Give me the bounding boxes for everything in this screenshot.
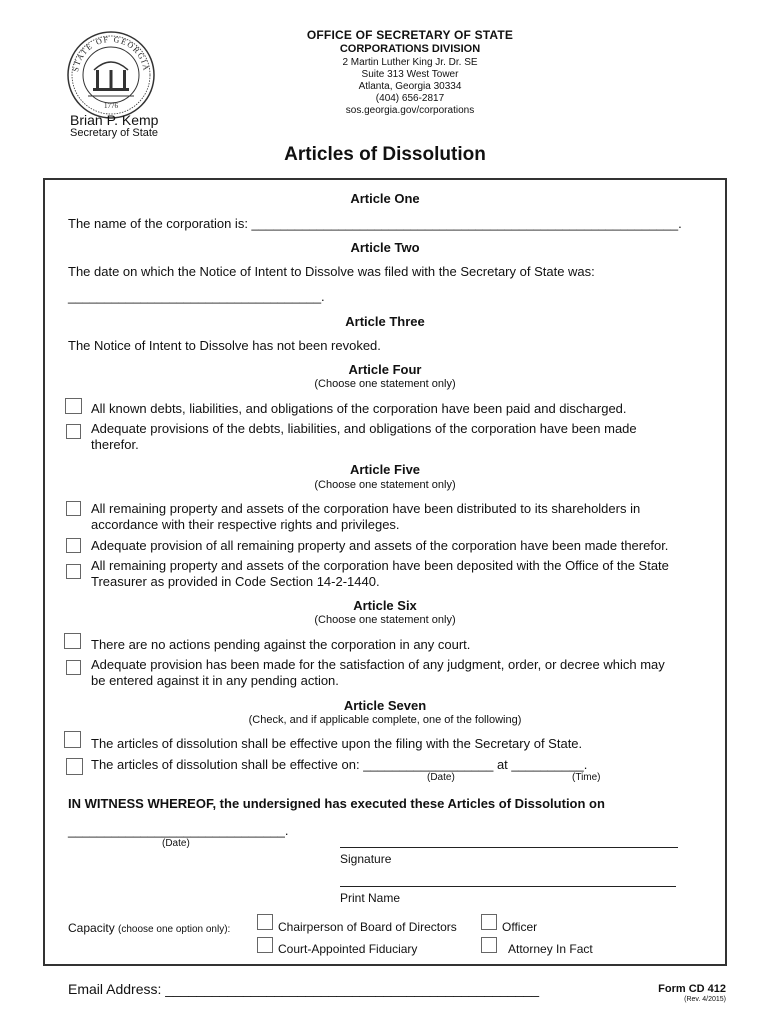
effective-date-time-field[interactable]: The articles of dissolution shall be effective on: __________________ at __________. [91,757,588,772]
article-four-option-1-checkbox[interactable] [65,398,82,414]
capacity-chairperson-checkbox[interactable] [257,914,273,930]
phone-number: (404) 656-2817 [375,93,445,104]
article-one-heading: Article One [350,191,420,206]
article-six-option-2-label: Adequate provision has been made for the satisfaction of any judgment, order, or decree which may [91,657,665,672]
address-line-3: Atlanta, Georgia 30334 [358,81,462,92]
article-five-option-3-checkbox[interactable] [66,564,81,579]
form-revision: (Rev. 4/2015) [684,996,726,1003]
article-five-note: (Choose one statement only) [314,479,456,491]
signer-title: Secretary of State [70,127,159,139]
corporation-name-field[interactable]: The name of the corporation is: ___________________________________________________________. [68,216,682,231]
article-seven-heading: Article Seven [343,698,427,713]
email-address-field[interactable]: Email Address: ________________________________________________ [68,981,539,997]
article-seven-option-1-checkbox[interactable] [64,731,81,748]
execution-date-label: (Date) [162,838,190,849]
article-three-heading: Article Three [345,314,425,329]
capacity-label [68,920,230,938]
article-two-text: The date on which the Notice of Intent to Dissolve was filed with the Secretary of State was: [68,264,595,279]
witness-statement: IN WITNESS WHEREOF, the undersigned has executed these Articles of Dissolution on [68,796,605,811]
capacity-officer-label: Officer [502,920,538,934]
article-four-option-2-label-cont: therefor. [91,437,139,452]
print-name-line[interactable] [340,886,676,887]
seal-year: 1776 [104,102,118,110]
address-line-2: Suite 313 West Tower [361,69,459,80]
document-title: Articles of Dissolution [284,144,486,165]
execution-date-field[interactable]: ______________________________. [68,823,289,838]
effective-time-label: (Time) [572,772,601,783]
article-seven-option-2-checkbox[interactable] [66,758,83,775]
article-six-option-2-label-cont: be entered against it in any pending action. [91,673,339,688]
signature-line[interactable] [340,847,678,848]
article-five-heading: Article Five [349,462,421,477]
georgia-state-seal [66,30,156,120]
article-five-option-1-label-cont: accordance with their respective rights and privileges. [91,517,400,532]
article-six-option-1-checkbox[interactable] [64,633,81,649]
article-four-heading: Article Four [348,362,422,377]
capacity-attorney-checkbox[interactable] [481,937,497,953]
capacity-chairperson-label: Chairperson of Board of Directors [278,920,457,934]
article-four-option-2-label: Adequate provisions of the debts, liabilities, and obligations of the corporation have been made [91,421,637,436]
signature-label: Signature [340,852,392,866]
capacity-hint: (choose one option only): [118,924,231,935]
article-five-option-3-label-cont: Treasurer as provided in Code Section 14-2-1440. [91,574,380,589]
article-seven-option-1-label: The articles of dissolution shall be effective upon the filing with the Secretary of State. [91,736,583,751]
article-six-option-2-checkbox[interactable] [66,660,81,675]
capacity-fiduciary-label: Court-Appointed Fiduciary [278,942,418,956]
article-four-option-1-label: All known debts, liabilities, and obligations of the corporation have been paid and discharged. [91,401,627,416]
article-four-note: (Choose one statement only) [314,378,456,390]
seal-text: STATE OF GEORGIA [71,34,151,73]
address-line-1: 2 Martin Luther King Jr. Dr. SE [342,57,478,68]
article-five-option-3-label: All remaining property and assets of the corporation have been deposited with the Office of the State [91,558,669,573]
article-two-heading: Article Two [350,240,420,255]
svg-text:STATE OF GEORGIA [71,35,151,72]
form-number: Form CD 412 [658,983,726,995]
article-five-option-2-checkbox[interactable] [66,538,81,553]
office-title: OFFICE OF SECRETARY OF STATE [306,28,514,42]
article-seven-note: (Check, and if applicable complete, one of the following) [248,714,522,726]
capacity-attorney-label: Attorney In Fact [508,942,593,956]
article-three-text: The Notice of Intent to Dissolve has not been revoked. [68,338,381,353]
article-five-option-1-label: All remaining property and assets of the corporation have been distributed to its shareholders in [91,501,641,516]
article-five-option-2-label: Adequate provision of all remaining property and assets of the corporation have been made therefor. [91,538,669,553]
notice-filed-date-field[interactable]: ___________________________________. [68,289,325,304]
effective-date-label: (Date) [427,772,455,783]
website: sos.georgia.gov/corporations [345,105,475,116]
article-six-note: (Choose one statement only) [314,614,456,626]
capacity-officer-checkbox[interactable] [481,914,497,930]
print-name-label: Print Name [340,891,401,905]
article-four-option-2-checkbox[interactable] [66,424,81,439]
article-six-option-1-label: There are no actions pending against the corporation in any court. [91,637,471,652]
capacity-label-text: Capacity [68,921,115,935]
office-division: CORPORATIONS DIVISION [339,43,481,55]
signer-name: Brian P. Kemp [70,112,159,128]
capacity-fiduciary-checkbox[interactable] [257,937,273,953]
article-six-heading: Article Six [353,598,417,613]
article-five-option-1-checkbox[interactable] [66,501,81,516]
